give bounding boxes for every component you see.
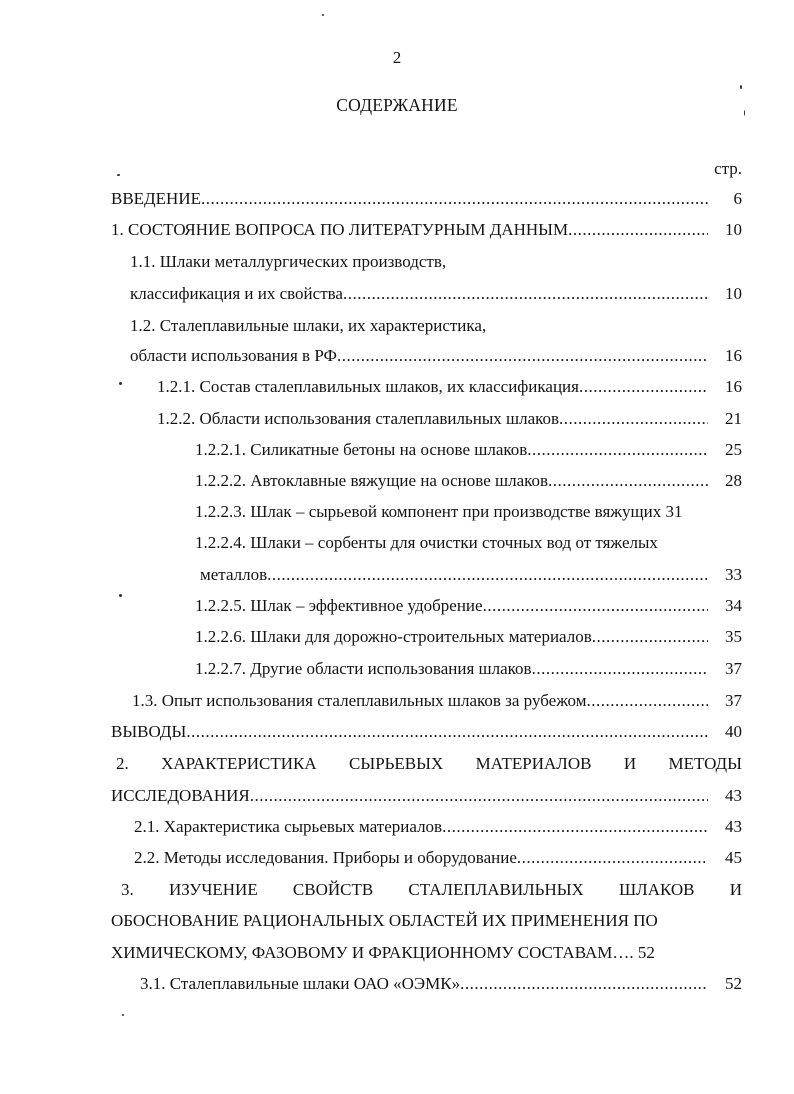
page-title: СОДЕРЖАНИЕ bbox=[336, 95, 458, 115]
toc-entry-1-2-1 bbox=[157, 374, 742, 400]
toc-entry-chapter-3-line2 bbox=[111, 908, 742, 934]
toc-entry-label: 1.2. Сталеплавильные шлаки, их характеристика, bbox=[130, 316, 487, 335]
page-number: 2 bbox=[392, 48, 402, 67]
toc-word: ШЛАКОВ bbox=[619, 880, 695, 899]
toc-entry-1-2-2-3 bbox=[195, 499, 742, 525]
toc-entry-chapter-3-line3 bbox=[111, 940, 742, 966]
toc-entry-1-2-2-5 bbox=[195, 593, 742, 619]
toc-entry-page: 33 bbox=[725, 565, 742, 584]
scan-speck bbox=[744, 110, 745, 116]
toc-leader-dots bbox=[460, 971, 708, 997]
toc-leader-dots bbox=[343, 281, 708, 307]
toc-entry-page: 43 bbox=[725, 786, 742, 805]
toc-entry-page: 37 bbox=[725, 659, 742, 678]
toc-leader-dots bbox=[186, 719, 708, 745]
scan-speck bbox=[119, 594, 122, 597]
toc-entry-label: классификация и их свойства bbox=[130, 284, 343, 303]
toc-entry-label: 2.2. Методы исследования. Приборы и оборудование bbox=[134, 848, 517, 867]
toc-entry-1-2-2-4-line1 bbox=[195, 530, 742, 556]
toc-entry-1-2-2-1 bbox=[195, 437, 742, 463]
toc-leader-dots bbox=[592, 624, 708, 650]
toc-entry-label: ВЫВОДЫ bbox=[111, 722, 187, 741]
toc-entry-page: 21 bbox=[725, 409, 742, 428]
toc-leader-dots bbox=[201, 186, 708, 212]
toc-word: СЫРЬЕВЫХ bbox=[349, 754, 444, 773]
toc-entry-label: 3.1. Сталеплавильные шлаки ОАО «ОЭМК» bbox=[140, 974, 461, 993]
toc-entry-page: 10 bbox=[725, 284, 742, 303]
toc-entry-page: 16 bbox=[725, 346, 742, 365]
toc-word: И bbox=[623, 754, 637, 773]
scan-speck bbox=[322, 14, 324, 16]
toc-word: ИЗУЧЕНИЕ bbox=[168, 880, 258, 899]
scan-speck bbox=[122, 1014, 124, 1016]
toc-leader-dots bbox=[483, 593, 708, 619]
scan-speck bbox=[119, 382, 122, 385]
toc-entry-page: 10 bbox=[725, 220, 742, 239]
toc-entry-1-3 bbox=[132, 688, 742, 714]
toc-entry-1-2-2-6 bbox=[195, 624, 742, 650]
toc-entry-label: 1.3. Опыт использования сталеплавильных шлаков за рубежом bbox=[132, 691, 587, 710]
toc-entry-label: ХИМИЧЕСКОМУ, ФАЗОВОМУ И ФРАКЦИОННОМУ СОСТАВАМ…. 52 bbox=[111, 943, 655, 962]
toc-entry-label: 1.2.2. Области использования сталеплавильных шлаков bbox=[157, 409, 560, 428]
toc-entry-1-2-line1 bbox=[130, 313, 742, 339]
toc-entry-page: 37 bbox=[725, 691, 742, 710]
toc-entry-page: 43 bbox=[725, 817, 742, 836]
toc-entry-label: ОБОСНОВАНИЕ РАЦИОНАЛЬНЫХ ОБЛАСТЕЙ ИХ ПРИМЕНЕНИЯ ПО bbox=[111, 911, 658, 930]
toc-entry-1-2-2-4 bbox=[200, 562, 742, 588]
toc-word: МЕТОДЫ bbox=[668, 754, 742, 773]
toc-entry-label: 1.2.2.7. Другие области использования шлаков bbox=[195, 659, 532, 678]
toc-entry-page: 45 bbox=[725, 848, 742, 867]
toc-word: 2. bbox=[116, 754, 129, 773]
toc-entry-label: 1.2.1. Состав сталеплавильных шлаков, их классификация bbox=[157, 377, 579, 396]
toc-entry-label: 2.1. Характеристика сырьевых материалов bbox=[134, 817, 443, 836]
toc-entry-page: 35 bbox=[725, 627, 742, 646]
toc-leader-dots bbox=[267, 562, 708, 588]
toc-entry-1-2-2-2 bbox=[195, 468, 742, 494]
toc-leader-dots bbox=[442, 814, 708, 840]
toc-entry-conclusions bbox=[111, 719, 742, 745]
toc-entry-label: ИССЛЕДОВАНИЯ bbox=[111, 786, 250, 805]
toc-word: СТАЛЕПЛАВИЛЬНЫХ bbox=[408, 880, 584, 899]
toc-entry-introduction bbox=[111, 186, 742, 212]
scan-speck bbox=[740, 85, 742, 89]
toc-entry-page: 16 bbox=[725, 377, 742, 396]
toc-entry-chapter-2 bbox=[111, 783, 742, 809]
toc-word: МАТЕРИАЛОВ bbox=[475, 754, 592, 773]
toc-entry-page: 25 bbox=[725, 440, 742, 459]
toc-entry-1-2-2-7 bbox=[195, 656, 742, 682]
toc-entry-1-2 bbox=[130, 343, 742, 369]
toc-entry-chapter-3-line1 bbox=[121, 877, 742, 903]
toc-entry-chapter-2-line1 bbox=[116, 751, 742, 777]
toc-entry-page: 52 bbox=[725, 974, 742, 993]
page-column-header: стр. bbox=[714, 159, 742, 178]
toc-leader-dots bbox=[586, 688, 708, 714]
toc-entry-label: 1.2.2.6. Шлаки для дорожно-строительных материалов bbox=[195, 627, 592, 646]
toc-word: И bbox=[729, 880, 742, 899]
toc-entry-chapter-1 bbox=[111, 217, 742, 243]
toc-leader-dots bbox=[337, 343, 708, 369]
toc-entry-label: 1.2.2.1. Силикатные бетоны на основе шлаков bbox=[195, 440, 528, 459]
toc-leader-dots bbox=[559, 406, 708, 432]
toc-entry-page: 28 bbox=[725, 471, 742, 490]
toc-entry-label: 1.2.2.3. Шлак – сырьевой компонент при производстве вяжущих 31 bbox=[195, 502, 683, 521]
scan-speck bbox=[117, 174, 120, 176]
toc-leader-dots bbox=[579, 374, 708, 400]
toc-entry-label: металлов bbox=[200, 565, 268, 584]
toc-entry-3-1 bbox=[140, 971, 742, 997]
toc-leader-dots bbox=[527, 437, 708, 463]
toc-entry-label: ВВЕДЕНИЕ bbox=[111, 189, 201, 208]
toc-entry-page: 6 bbox=[733, 189, 742, 208]
toc-entry-2-2 bbox=[134, 845, 742, 871]
toc-leader-dots bbox=[517, 845, 708, 871]
toc-entry-1-1-line1 bbox=[130, 249, 742, 275]
toc-leader-dots bbox=[568, 217, 708, 243]
toc-entry-label: 1.1. Шлаки металлургических производств, bbox=[130, 252, 447, 271]
toc-entry-2-1 bbox=[134, 814, 742, 840]
toc-entry-label: 1.2.2.4. Шлаки – сорбенты для очистки сточных вод от тяжелых bbox=[195, 533, 658, 552]
toc-entry-page: 34 bbox=[725, 596, 742, 615]
toc-entry-label: области использования в РФ bbox=[130, 346, 337, 365]
toc-entry-page: 40 bbox=[725, 722, 742, 741]
toc-entry-label: 1.2.2.5. Шлак – эффективное удобрение bbox=[195, 596, 483, 615]
toc-leader-dots bbox=[532, 656, 708, 682]
toc-leader-dots bbox=[548, 468, 708, 494]
toc-word: ХАРАКТЕРИСТИКА bbox=[161, 754, 317, 773]
toc-entry-1-2-2 bbox=[157, 406, 742, 432]
toc-entry-1-1 bbox=[130, 281, 742, 307]
toc-word: СВОЙСТВ bbox=[292, 880, 374, 899]
toc-word: 3. bbox=[121, 880, 134, 899]
toc-entry-label: 1. СОСТОЯНИЕ ВОПРОСА ПО ЛИТЕРАТУРНЫМ ДАННЫМ bbox=[111, 220, 569, 239]
toc-entry-label: 1.2.2.2. Автоклавные вяжущие на основе шлаков bbox=[195, 471, 549, 490]
toc-leader-dots bbox=[250, 783, 708, 809]
